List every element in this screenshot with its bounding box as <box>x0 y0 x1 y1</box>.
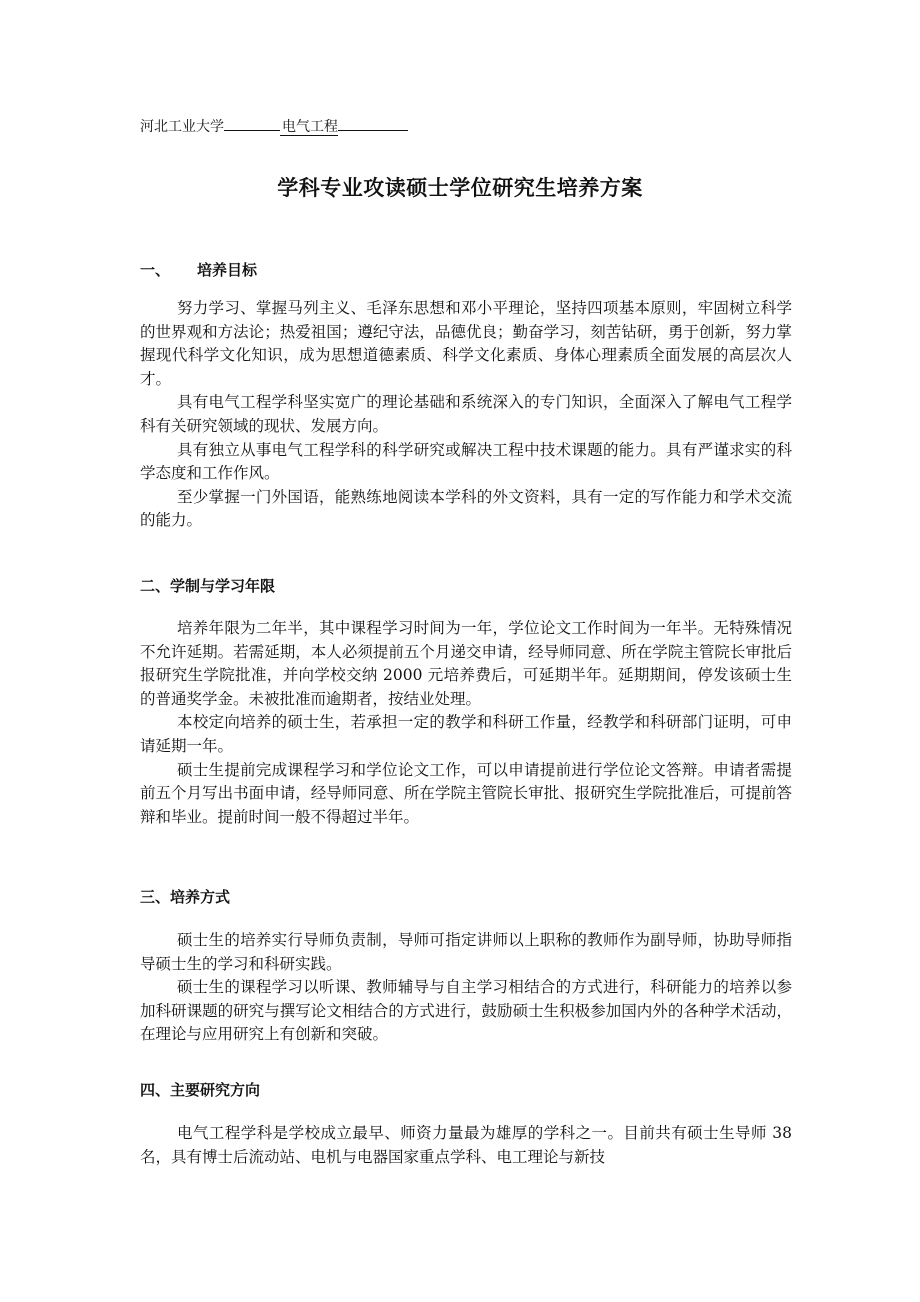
section-body-duration <box>140 617 792 829</box>
section-number: 三、 <box>140 888 171 906</box>
paragraph: 电气工程学科是学校成立最早、师资力量最为雄厚的学科之一。目前共有硕士生导师 38 名，具有博士后流动站、电机与电器国家重点学科、电工理论与新技 <box>140 1124 792 1166</box>
paragraph: 硕士生的课程学习以听课、教师辅导与自主学习相结合的方式进行，科研能力的培养以参加科研课题的研究与撰写论文相结合的方式进行，鼓励硕士生积极参加国内外的各种学术活动，在理论与应用研究上有创新和突破。 <box>140 978 792 1044</box>
section-body-training-goals <box>140 297 792 533</box>
blank-underline <box>338 130 408 131</box>
section-body-research-directions <box>140 1122 792 1169</box>
section-heading-training-mode <box>140 886 230 907</box>
paragraph: 至少掌握一门外国语，能熟练地阅读本学科的外文资料，具有一定的写作能力和学术交流的能力。 <box>140 487 792 530</box>
paragraph: 努力学习、掌握马列主义、毛泽东思想和邓小平理论，坚持四项基本原则，牢固树立科学的世界观和方法论；热爱祖国；遵纪守法，品德优良；勤奋学习，刻苦钻研，勇于创新，努力掌握现代科学文化知识，成为思想道德素质、科学文化素质、身体心理素质全面发展的高层次人才。 <box>140 299 792 388</box>
department-name: 电气工程 <box>282 119 338 135</box>
section-number: 四、 <box>140 1081 171 1099</box>
paragraph: 具有独立从事电气工程学科的科学研究或解决工程中技术课题的能力。具有严谨求实的科学态度和工作作风。 <box>140 440 792 483</box>
section-body-training-mode <box>140 929 792 1047</box>
section-title: 培养方式 <box>170 888 231 906</box>
paragraph: 硕士生的培养实行导师负责制，导师可指定讲师以上职称的教师作为副导师，协助导师指导硕士生的学习和科研实践。 <box>140 931 792 973</box>
section-title: 学制与学习年限 <box>170 577 276 595</box>
university-name: 河北工业大学 <box>140 119 224 135</box>
section-heading-research-directions <box>140 1079 260 1100</box>
section-number: 二、 <box>140 577 171 595</box>
section-heading-training-goals <box>140 259 257 280</box>
paragraph: 具有电气工程学科坚实宽广的理论基础和系统深入的专门知识，全面深入了解电气工程学科有关研究领域的现状、发展方向。 <box>140 393 792 435</box>
paragraph: 培养年限为二年半，其中课程学习时间为一年，学位论文工作时间为一年半。无特殊情况不允许延期。若需延期，本人必须提前五个月递交申请，经导师同意、所在学院主管院长审批后报研究生学院批准，并向学校交纳 2000 元培养费后，可延期半年。延期期间，停发该硕士生的普通奖学金。未被批准而逾期者，按结业处理。 <box>140 619 792 708</box>
paragraph: 硕士生提前完成课程学习和学位论文工作，可以申请提前进行学位论文答辩。申请者需提前五个月写出书面申请，经导师同意、所在学院主管院长审批、报研究生学院批准后，可提前答辩和毕业。提前时间一般不得超过半年。 <box>140 760 792 826</box>
section-title: 主要研究方向 <box>170 1081 261 1099</box>
section-number: 一、 <box>140 261 171 279</box>
document-header <box>140 116 408 136</box>
blank-underline <box>224 130 280 131</box>
section-title: 培养目标 <box>197 261 258 279</box>
section-heading-duration <box>140 575 275 596</box>
paragraph: 本校定向培养的硕士生，若承担一定的教学和科研工作量，经教学和科研部门证明，可申请延期一年。 <box>140 713 792 755</box>
document-title: 学科专业攻读硕士学位研究生培养方案 <box>277 176 643 200</box>
